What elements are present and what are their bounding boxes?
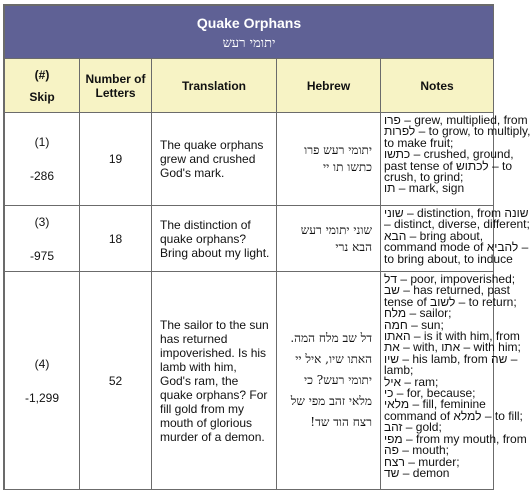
note-line: command of למלא – to fill; (384, 408, 523, 423)
note-line: כי – for, because; (384, 386, 476, 401)
note-line: פרו – grew, multiplied, from (384, 113, 528, 127)
title-row (5, 6, 494, 59)
table-title (5, 6, 494, 59)
note-line: lamb; (384, 363, 414, 378)
title-english: Quake Orphans (196, 15, 302, 31)
note-line: שד – demon (384, 465, 450, 480)
note-line: tense of לשוב – to return; (384, 294, 517, 309)
header-skip (5, 59, 80, 113)
note-line: מפי – from my mouth, from (384, 431, 527, 446)
note-line: to make fruit; (384, 135, 454, 150)
note-line: מלח – sailor; (384, 306, 452, 321)
hebrew-cell: יתומי רעש פרו כתשו תו יי (277, 113, 381, 206)
skip-cell (5, 113, 80, 206)
note-line: – distinct, diverse, different; (384, 217, 530, 232)
skip-cell (5, 206, 80, 272)
note-line: crush, to grind; (384, 170, 464, 185)
note-line: חמה – sun; (384, 317, 444, 332)
row-index: (4) (34, 356, 50, 371)
note-line: past tense of לכתוש – to (384, 158, 512, 173)
note-line: שב – has returned, past (384, 283, 511, 298)
row-index: (3) (34, 214, 50, 229)
table-row (5, 272, 494, 490)
skip-cell (5, 272, 80, 490)
row-skip: -1,299 (24, 390, 60, 405)
header-skip-line2: Skip (29, 89, 55, 104)
translation-cell: The sailor to the sun has returned impoverished. Is his lamb with him, God's ram, the quake orphans? For fill gold from my mouth of glorious murder of a demon. (152, 272, 277, 490)
header-row (5, 59, 494, 113)
header-hebrew: Hebrew (277, 59, 381, 113)
note-line: command mode of להביא – (384, 240, 529, 255)
orphans-table-container (3, 4, 530, 490)
orphans-table (4, 5, 530, 490)
note-line: מלאי – fill, feminine (384, 397, 486, 412)
letters-cell: 18 (80, 206, 152, 272)
hebrew-cell: דל שב מלח המה. האתו שיו, איל יי יתומי רעש? כי מלאי זהב מפי של רצח הוד שד! (277, 272, 381, 490)
row-index: (1) (34, 135, 50, 149)
notes-cell (381, 206, 530, 272)
header-letters: Number of Letters (80, 59, 152, 113)
row-skip: -975 (29, 248, 55, 263)
table-row (5, 206, 494, 272)
note-line: זהב – gold; (384, 420, 442, 435)
notes-cell (381, 272, 527, 490)
note-line: דל – poor, impoverished; (384, 272, 516, 286)
note-line: האתו – is it with him, from (384, 329, 520, 344)
note-line: הבא – bring about, (384, 228, 484, 243)
letters-cell: 19 (80, 113, 152, 206)
notes-cell (381, 113, 530, 206)
hebrew-cell: שוני יתומי רעש הבא נרי (277, 206, 381, 272)
note-line: שיו – his lamb, from שה – (384, 351, 518, 366)
row-skip: -286 (29, 169, 55, 183)
note-line: את – with, אתו – with him; (384, 340, 521, 355)
title-hebrew: יתומי רעש (222, 36, 276, 51)
table-row (5, 113, 494, 206)
letters-cell: 52 (80, 272, 152, 490)
note-line: פה – mouth; (384, 443, 449, 458)
translation-cell: The distinction of quake orphans? Bring about my light. (152, 206, 277, 272)
note-line: שוני – distinction, from שונה (384, 206, 529, 220)
header-notes: Notes (381, 59, 494, 113)
translation-cell: The quake orphans grew and crushed God's mark. (152, 113, 277, 206)
note-line: to bring about, to induce (384, 251, 513, 266)
note-line: כתשו – crushed, ground, (384, 147, 514, 162)
note-line: לפרות – to grow, to multiply, (384, 124, 530, 139)
note-line: תו – mark, sign (384, 181, 465, 196)
header-translation: Translation (152, 59, 277, 113)
note-line: רצח – murder; (384, 454, 460, 469)
note-line: איל – ram; (384, 374, 439, 389)
header-skip-line1: (#) (34, 67, 50, 82)
